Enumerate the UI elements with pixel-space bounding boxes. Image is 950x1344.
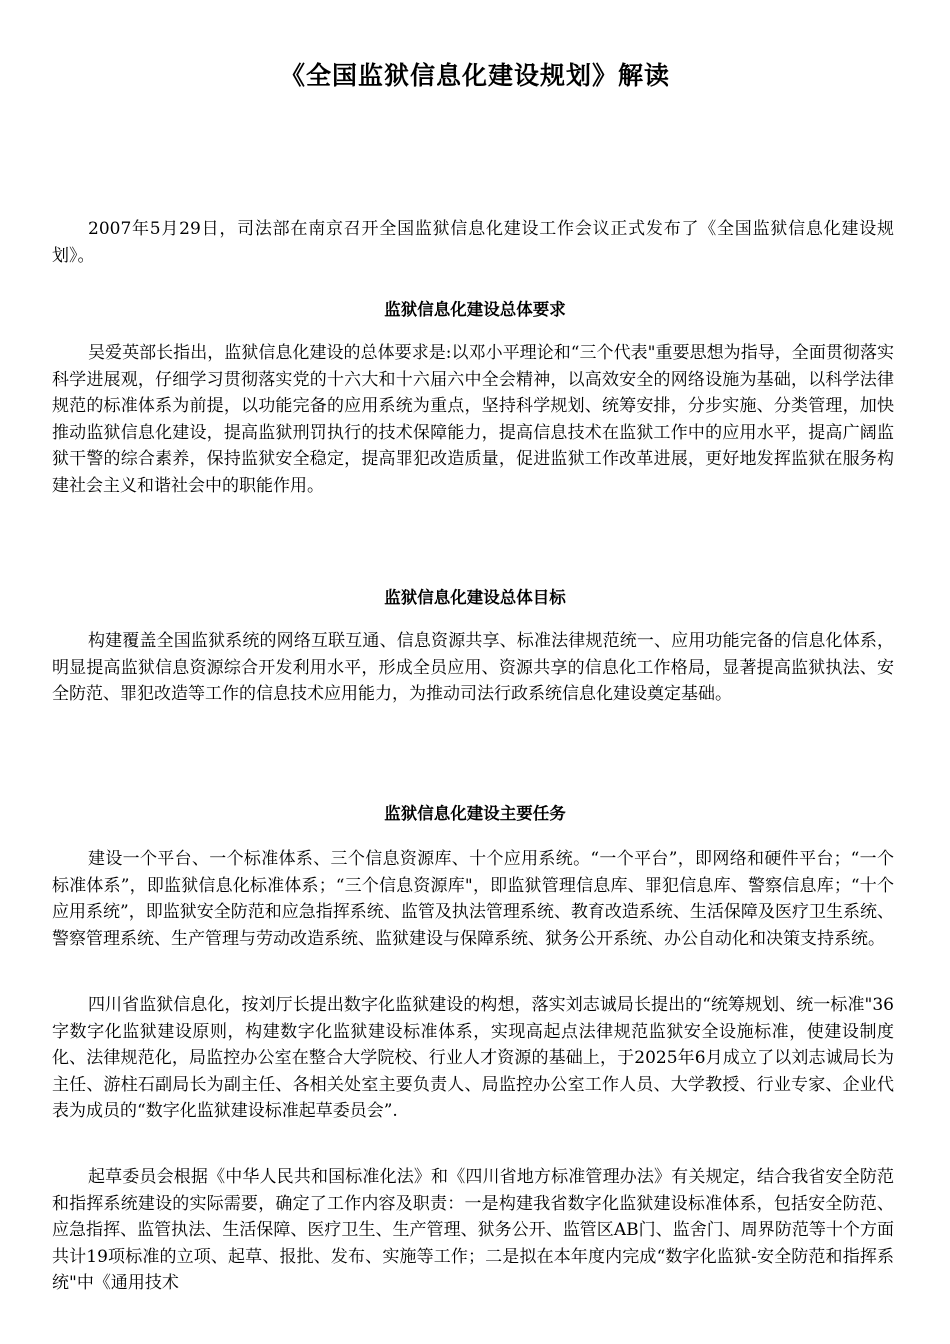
- tasks-paragraph: 建设一个平台、一个标准体系、三个信息资源库、十个应用系统。“一个平台”，即网络和硬件平台；“一个标准体系”，即监狱信息化标准体系；“三个信息资源库"，即监狱管理信息库、罪犯信息库、警察信息库；“十个应用系统”，即监狱安全防范和应急指挥系统、监管及执法管理系统、教育改造系统、生活保障及医疗卫生系统、警察管理系统、生产管理与劳动改造系统、监狱建设与保障系统、狱务公开系统、办公自动化和决策支持系统。: [52, 849, 894, 949]
- section-heading-tasks: 监狱信息化建设主要任务: [384, 804, 566, 823]
- intro-paragraph: 2007年5月29日，司法部在南京召开全国监狱信息化建设工作会议正式发布了《全国监狱信息化建设规划》。: [52, 219, 894, 266]
- committee-paragraph: 起草委员会根据《中华人民共和国标准化法》和《四川省地方标准管理办法》有关规定，结合我省安全防范和指挥系统建设的实际需要，确定了工作内容及职责：一是构建我省数字化监狱建设标准体系，包括安全防范、应急指挥、监管执法、生活保障、医疗卫生、生产管理、狱务公开、监管区AB门、监舍门、周界防范等十个方面共计19项标准的立项、起草、报批、发布、实施等工作；二是拟在本年度内完成“数字化监狱-安全防范和指挥系统"中《通用技术: [52, 1167, 894, 1293]
- document-title: 《全国监狱信息化建设规划》解读: [279, 61, 670, 90]
- sichuan-paragraph: 四川省监狱信息化，按刘厅长提出数字化监狱建设的构想，落实刘志诚局长提出的“统筹规划、统一标准"36字数字化监狱建设原则，构建数字化监狱建设标准体系，实现高起点法律规范监狱安全设施标准，使建设制度化、法律规范化，局监控办公室在整合大学院校、行业人才资源的基础上，于2025年6月成立了以刘志诚局长为主任、游柱石副局长为副主任、各相关处室主要负责人、局监控办公室工作人员、大学教授、行业专家、企业代表为成员的“数字化监狱建设标准起草委员会”.: [52, 995, 894, 1121]
- requirements-paragraph: 吴爱英部长指出，监狱信息化建设的总体要求是:以邓小平理论和“三个代表"重要思想为指导，全面贯彻落实科学进展观，仔细学习贯彻落实党的十六大和十六届六中全会精神，以高效安全的网络设施为基础，以科学法律规范的标准体系为前提，以功能完备的应用系统为重点，坚持科学规划、统筹安排，分步实施、分类管理，加快推动监狱信息化建设，提高监狱刑罚执行的技术保障能力，提高信息技术在监狱工作中的应用水平，提高广阔监狱干警的综合素养，保持监狱安全稳定，提高罪犯改造质量，促进监狱工作改革进展，更好地发挥监狱在服务构建社会主义和谐社会中的职能作用。: [52, 343, 894, 496]
- section-heading-goals: 监狱信息化建设总体目标: [384, 588, 566, 607]
- goals-paragraph: 构建覆盖全国监狱系统的网络互联互通、信息资源共享、标准法律规范统一、应用功能完备的信息化体系，明显提高监狱信息资源综合开发利用水平，形成全员应用、资源共享的信息化工作格局，显著提高监狱执法、安全防范、罪犯改造等工作的信息技术应用能力，为推动司法行政系统信息化建设奠定基础。: [52, 631, 894, 704]
- section-heading-requirements: 监狱信息化建设总体要求: [384, 300, 566, 319]
